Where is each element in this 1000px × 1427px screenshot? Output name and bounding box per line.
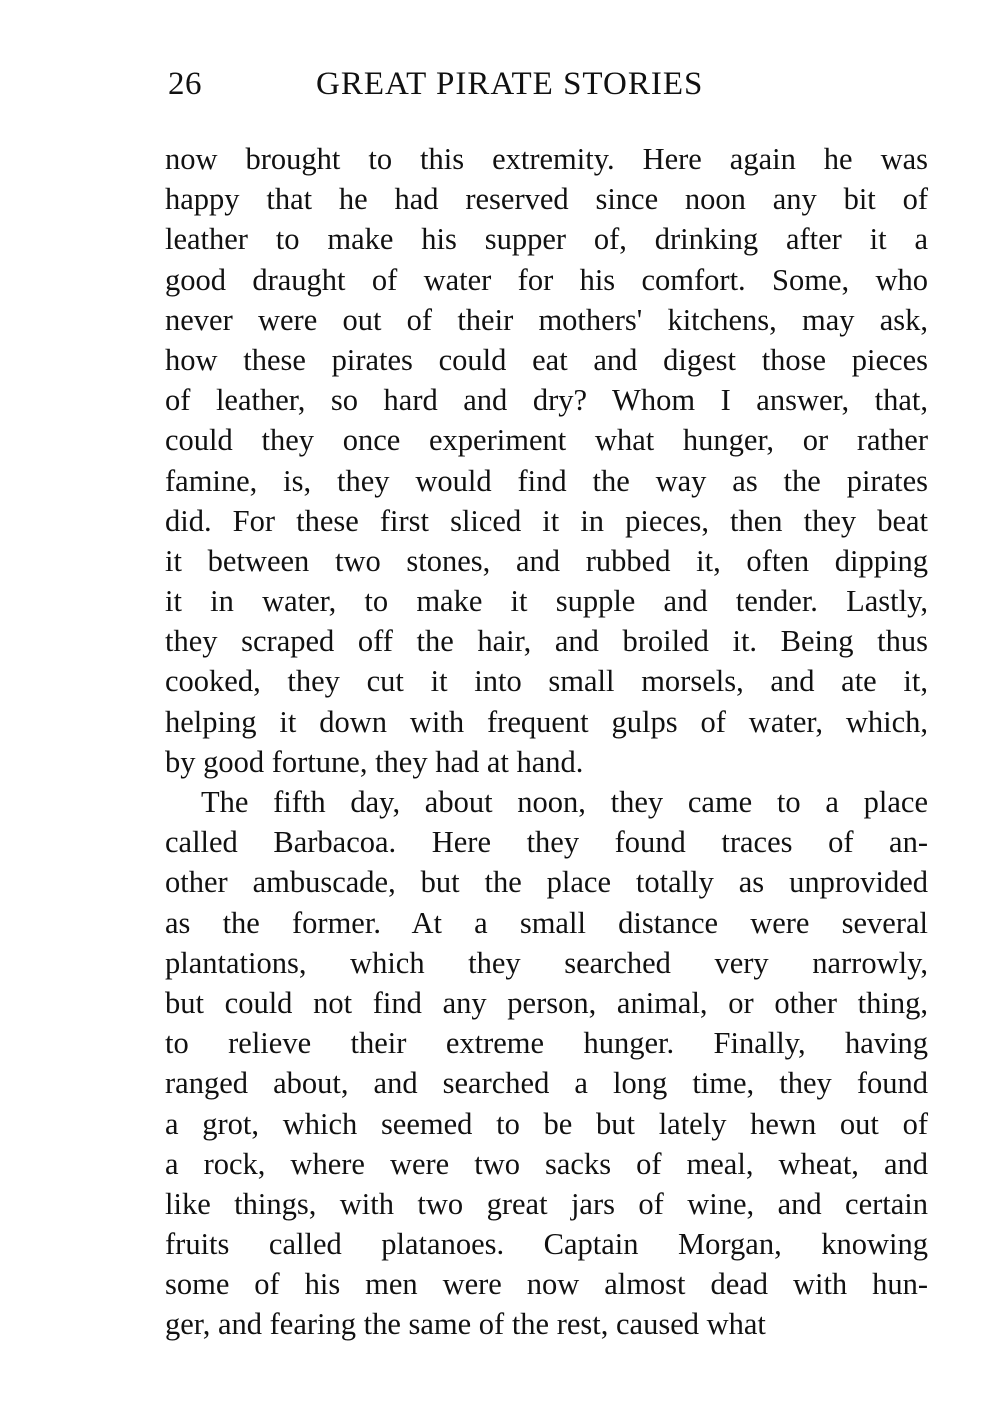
text-line: never were out of their mothers' kitchens, may ask, (165, 302, 928, 337)
text-line: plantations, which they searched very narrowly, (165, 945, 928, 980)
text-line: ranged about, and searched a long time, they found (165, 1066, 928, 1101)
text-line: fruits called platanoes. Captain Morgan, knowing (165, 1227, 928, 1262)
text-line: a grot, which seemed to be but lately hewn out of (165, 1106, 928, 1141)
text-line: to relieve their extreme hunger. Finally, having (165, 1026, 928, 1061)
text-line: it between two stones, and rubbed it, often dipping (165, 543, 928, 578)
text-line: leather to make his supper of, drinking after it a (165, 222, 928, 257)
text-line: like things, with two great jars of wine, and certain (165, 1186, 928, 1221)
page-number: 26 (168, 66, 202, 102)
text-line: good draught of water for his comfort. Some, who (165, 262, 928, 297)
paragraph (165, 139, 928, 782)
text-line: helping it down with frequent gulps of water, which, (165, 704, 928, 739)
text-line: could they once experiment what hunger, or rather (165, 423, 928, 458)
text-line: other ambuscade, but the place totally as unprovided (165, 865, 928, 900)
text-line: famine, is, they would find the way as the pirates (165, 463, 928, 498)
text-line: but could not find any person, animal, or other thing, (165, 985, 928, 1020)
text-line: called Barbacoa. Here they found traces of an- (165, 825, 928, 860)
text-line: did. For these first sliced it in pieces, then they beat (165, 503, 928, 538)
running-title: GREAT PIRATE STORIES (316, 66, 704, 102)
text-line: ger, and fearing the same of the rest, caused what (165, 1307, 766, 1342)
text-line: The fifth day, about noon, they came to a place (201, 785, 928, 819)
text-line: a rock, where were two sacks of meal, wheat, and (165, 1146, 928, 1181)
text-line: as the former. At a small distance were several (165, 905, 928, 940)
text-line: cooked, they cut it into small morsels, and ate it, (165, 664, 928, 699)
running-header (168, 66, 788, 110)
text-line: now brought to this extremity. Here again he was (165, 142, 928, 176)
text-line: they scraped off the hair, and broiled it. Being thus (165, 624, 928, 659)
text-line: happy that he had reserved since noon any bit of (165, 182, 928, 217)
text-line: it in water, to make it supple and tender. Lastly, (165, 584, 928, 619)
page-body-text (165, 139, 928, 1345)
text-line: some of his men were now almost dead with hun- (165, 1267, 928, 1302)
text-line: of leather, so hard and dry? Whom I answer, that, (165, 383, 928, 418)
text-line: by good fortune, they had at hand. (165, 744, 584, 779)
paragraph (165, 782, 928, 1345)
text-line: how these pirates could eat and digest those pieces (165, 342, 928, 377)
